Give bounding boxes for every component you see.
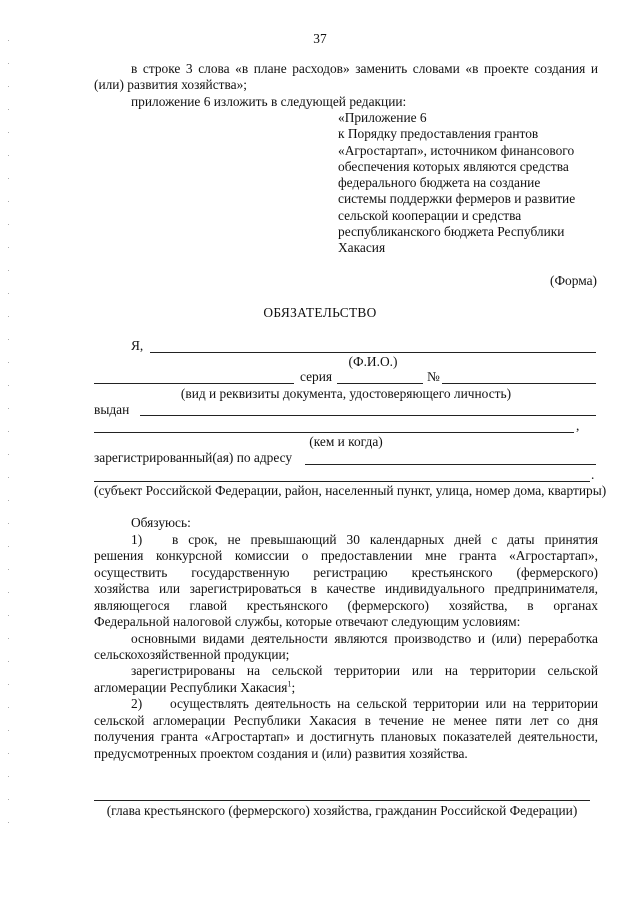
form-label: (Форма) bbox=[549, 273, 597, 288]
appendix-line: системы поддержки фермеров и развитие bbox=[338, 191, 576, 207]
intro-line-1: в строке 3 слова «в плане расходов» заменить словами «в проекте создания и bbox=[131, 61, 598, 76]
scan-margin-marks bbox=[8, 40, 10, 845]
intro-line-3: приложение 6 изложить в следующей редакции: bbox=[131, 94, 407, 109]
issued-line-2 bbox=[94, 432, 574, 433]
appendix-line: к Порядку предоставления грантов bbox=[338, 126, 539, 142]
item-2-line: предусмотренных проектом создания и (или) развития хозяйства. bbox=[94, 746, 468, 761]
item-1-line: осуществить государственную регистрацию крестьянского (фермерского) bbox=[94, 565, 598, 580]
item-1-number: 1) bbox=[131, 532, 143, 547]
item-1-line: Федеральной налоговой службы, которые отвечают следующим условиям: bbox=[94, 614, 521, 629]
item-2-line: осуществлять деятельность на сельской территории или на территории bbox=[170, 696, 598, 711]
issued-comma: , bbox=[576, 418, 580, 433]
signature-line bbox=[94, 800, 590, 801]
item-2-number: 2) bbox=[131, 696, 143, 711]
appendix-line: Хакасия bbox=[338, 240, 386, 256]
ya-label: Я, bbox=[131, 338, 144, 353]
address-line-2 bbox=[94, 481, 590, 482]
item-1-line: являющегося главой крестьянского (фермерского) хозяйства, в органах bbox=[94, 598, 598, 613]
issued-caption: (кем и когда) bbox=[309, 434, 383, 449]
registered-label: зарегистрированный(ая) по адресу bbox=[94, 450, 293, 465]
issued-label: выдан bbox=[94, 402, 130, 417]
signature-caption: (глава крестьянского (фермерского) хозяйства, гражданин Российской Федерации) bbox=[106, 803, 578, 818]
issued-line-1 bbox=[140, 415, 596, 416]
fio-line bbox=[150, 352, 596, 353]
series-line bbox=[337, 383, 423, 384]
series-label: серия bbox=[300, 369, 333, 384]
condition-1-line: основными видами деятельности являются производство и (или) переработка bbox=[131, 631, 598, 646]
appendix-header bbox=[338, 110, 575, 257]
condition-2-semicolon: ; bbox=[291, 680, 296, 695]
condition-2-line: зарегистрированы на сельской территории или на территории сельской bbox=[131, 663, 598, 678]
item-1-line: хозяйства или зарегистрироваться в качестве индивидуального предпринимателя, bbox=[94, 581, 598, 596]
item-2-line: сельской агломерации Республики Хакасия в течение не менее пяти лет со дня bbox=[94, 713, 598, 728]
document-type-line bbox=[94, 383, 294, 384]
appendix-line: республиканского бюджета Республики bbox=[338, 224, 565, 240]
condition-2-text: агломерации Республики Хакасия bbox=[94, 680, 288, 695]
footnote-marker: 1 bbox=[287, 679, 292, 689]
number-line bbox=[442, 383, 596, 384]
condition-2-line-end bbox=[94, 680, 295, 696]
intro-line-2: (или) развития хозяйства»; bbox=[94, 77, 248, 92]
appendix-line: сельской кооперации и средства bbox=[338, 207, 522, 223]
appendix-line: федерального бюджета на создание bbox=[338, 175, 541, 191]
document-title: ОБЯЗАТЕЛЬСТВО bbox=[263, 305, 377, 320]
item-1-line: решения конкурсной комиссии о предоставлении мне гранта «Агростартап», bbox=[94, 548, 598, 563]
address-period: . bbox=[591, 467, 595, 482]
appendix-line: «Приложение 6 bbox=[338, 110, 427, 125]
number-label: № bbox=[427, 369, 440, 384]
obligations-intro: Обязуюсь: bbox=[131, 515, 191, 530]
address-caption: (субъект Российской Федерации, район, населенный пункт, улица, номер дома, квартиры) bbox=[94, 483, 607, 498]
appendix-line: обеспечения которых являются средства bbox=[338, 158, 569, 174]
document-caption: (вид и реквизиты документа, удостоверяющего личность) bbox=[180, 386, 512, 401]
item-2-line: получения гранта «Агростартап» и достигнуть плановых показателей деятельности, bbox=[94, 729, 598, 744]
address-line-1 bbox=[305, 464, 596, 465]
fio-caption: (Ф.И.О.) bbox=[348, 354, 398, 369]
condition-1-line: сельскохозяйственной продукции; bbox=[94, 647, 290, 662]
page-number: 37 bbox=[313, 31, 327, 46]
item-1-line: в срок, не превышающий 30 календарных дней с даты принятия bbox=[172, 532, 598, 547]
appendix-line: «Агростартап», источником финансового bbox=[338, 142, 575, 158]
